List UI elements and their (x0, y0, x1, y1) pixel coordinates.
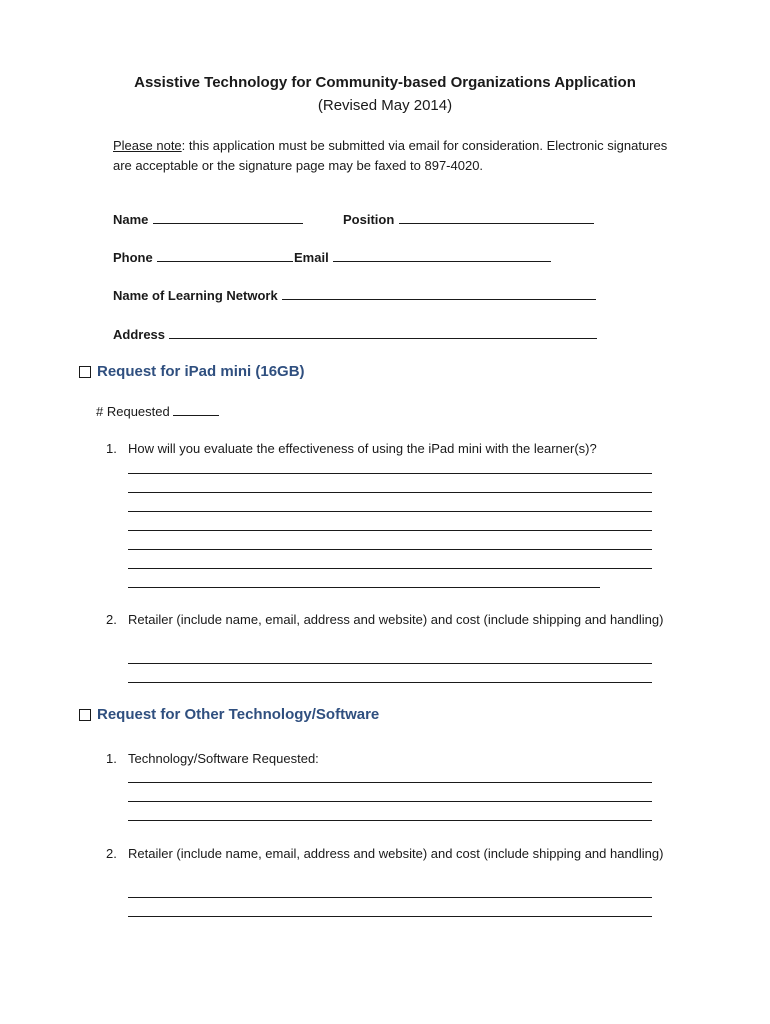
other-question-1 (106, 749, 666, 768)
other-q2-number: 2. (106, 846, 117, 861)
other-section-heading (79, 706, 379, 723)
requested-label: # Requested (96, 404, 170, 419)
position-input-line[interactable] (399, 210, 594, 224)
position-field (343, 210, 594, 229)
phone-input-line[interactable] (157, 248, 293, 262)
requested-input-line[interactable] (173, 403, 219, 416)
other-q1-answer-line[interactable] (128, 820, 652, 821)
ipad-q2-text: Retailer (include name, email, address and website) and cost (include shipping and handling) (128, 612, 664, 627)
other-heading-text: Request for Other Technology/Software (97, 706, 380, 723)
phone-label: Phone (113, 250, 153, 265)
other-q1-text: Technology/Software Requested: (128, 751, 319, 766)
name-field (113, 210, 303, 229)
other-checkbox[interactable] (79, 709, 91, 721)
address-input-line[interactable] (169, 325, 597, 339)
other-q1-answer-line[interactable] (128, 782, 652, 783)
note-lead: Please note (113, 138, 182, 153)
ipad-q1-answer-line[interactable] (128, 492, 652, 493)
network-input-line[interactable] (282, 286, 596, 300)
ipad-section-heading (79, 363, 305, 380)
address-label: Address (113, 327, 166, 342)
ipad-q1-answer-line[interactable] (128, 511, 652, 512)
network-field (113, 286, 596, 305)
position-label: Position (343, 212, 395, 227)
other-q2-answer-line[interactable] (128, 897, 652, 898)
ipad-q1-answer-line[interactable] (128, 587, 600, 588)
email-label: Email (294, 250, 329, 265)
other-q1-number: 1. (106, 751, 117, 766)
ipad-q1-answer-line[interactable] (128, 530, 652, 531)
name-label: Name (113, 212, 149, 227)
page-subtitle: (Revised May 2014) (317, 97, 453, 114)
email-field (294, 248, 551, 267)
ipad-q2-answer-line[interactable] (128, 663, 652, 664)
ipad-q1-text: How will you evaluate the effectiveness of using the iPad mini with the learner(s)? (128, 441, 597, 456)
ipad-q1-answer-line[interactable] (128, 473, 652, 474)
ipad-question-1 (106, 439, 666, 458)
other-q1-answer-line[interactable] (128, 801, 652, 802)
page-title: Assistive Technology for Community-based Organizations Application (134, 74, 636, 91)
other-q2-answer-line[interactable] (128, 916, 652, 917)
ipad-q1-number: 1. (106, 441, 117, 456)
ipad-checkbox[interactable] (79, 366, 91, 378)
requested-field (96, 402, 219, 421)
other-q2-text: Retailer (include name, email, address and website) and cost (include shipping and handling) (128, 846, 664, 861)
ipad-q2-number: 2. (106, 612, 117, 627)
note-text: : this application must be submitted via email for consideration. Electronic signatures are acceptable or the signature page may be faxed to 897-4020. (113, 138, 668, 173)
submission-note (113, 136, 673, 176)
email-input-line[interactable] (333, 248, 551, 262)
other-question-2 (106, 844, 666, 863)
name-input-line[interactable] (153, 210, 303, 224)
network-label: Name of Learning Network (113, 288, 278, 303)
address-field (113, 325, 597, 344)
ipad-question-2 (106, 610, 666, 629)
ipad-heading-text: Request for iPad mini (16GB) (97, 363, 305, 380)
ipad-q1-answer-line[interactable] (128, 549, 652, 550)
ipad-q2-answer-line[interactable] (128, 682, 652, 683)
phone-field (113, 248, 293, 267)
ipad-q1-answer-line[interactable] (128, 568, 652, 569)
